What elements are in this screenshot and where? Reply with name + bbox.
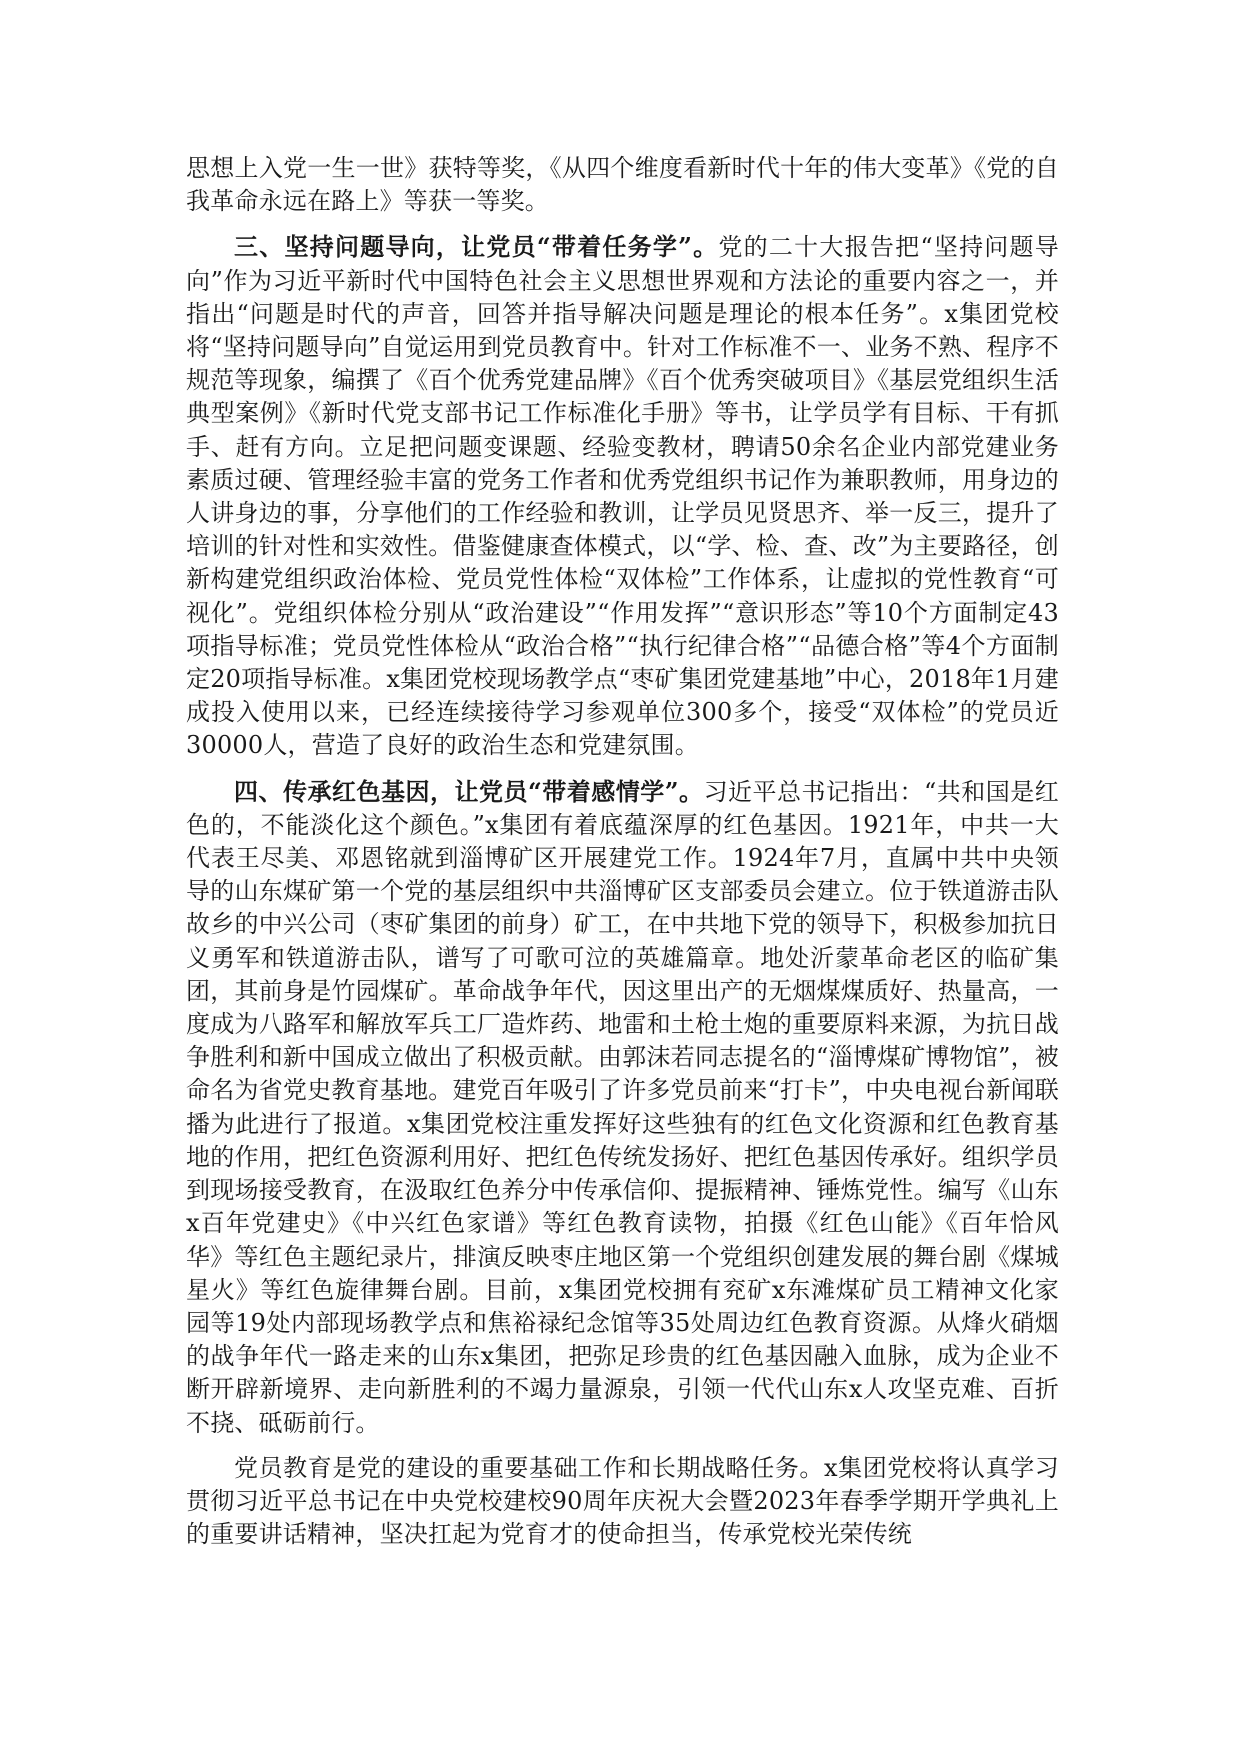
section-three-heading: 三、坚持问题导向，让党员“带着任务学”。 [234,232,719,262]
section-three-text: 党的二十大报告把“坚持问题导向”作为习近平新时代中国特色社会主义思想世界观和方法论的重要内容之一，并指出“问题是时代的声音，回答并指导解决问题是理论的根本任务”。x集团党校将“坚持问题导向”自觉运用到党员教育中。针对工作标准不一、业务不熟、程序不规范等现象，编撰了《百个优秀党建品牌》《百个优秀突破项目》《基层党组织生活典型案例》《新时代党支部书记工作标准化手册》等书，让学员学有目标、干有抓手、赶有方向。立足把问题变课题、经验变教材，聘请50余名企业内部党建业务素质过硬、管理经验丰富的党务工作者和优秀党组织书记作为兼职教师，用身边的人讲身边的事，分享他们的工作经验和教训，让学员见贤思齐、举一反三，提升了培训的针对性和实效性。借鉴健康查体模式，以“学、检、查、改”为主要路径，创新构建党组织政治体检、党员党性体检“双体检”工作体系，让虚拟的党性教育“可视化”。党组织体检分别从“政治建设”“作用发挥”“意识形态”等10个方面制定43项指导标准；党员党性体检从“政治合格”“执行纪律合格”“品德合格”等4个方面制定20项指导标准。x集团党校现场教学点“枣矿集团党建基地”中心，2018年1月建成投入使用以来，已经连续接待学习参观单位300多个，接受“双体检”的党员近30000人，营造了良好的政治生态和党建氛围。 [186,233,1059,760]
paragraph-continuation [186,152,1059,218]
section-three-paragraph [186,230,1059,762]
document-body [186,152,1059,1563]
paragraph-text: 思想上入党一生一世》获特等奖，《从四个维度看新时代十年的伟大变革》《党的自我革命永远在路上》等获一等奖。 [186,154,1059,216]
section-four-text: 习近平总书记指出：“共和国是红色的，不能淡化这个颜色。”x集团有着底蕴深厚的红色基因。1921年，中共一大代表王尽美、邓恩铭就到淄博矿区开展建党工作。1924年7月，直属中共中央领导的山东煤矿第一个党的基层组织中共淄博矿区支部委员会建立。位于铁道游击队故乡的中兴公司（枣矿集团的前身）矿工，在中共地下党的领导下，积极参加抗日义勇军和铁道游击队，谱写了可歌可泣的英雄篇章。地处沂蒙革命老区的临矿集团，其前身是竹园煤矿。革命战争年代，因这里出产的无烟煤煤质好、热量高，一度成为八路军和解放军兵工厂造炸药、地雷和土枪土炮的重要原料来源，为抗日战争胜利和新中国成立做出了积极贡献。由郭沫若同志提名的“淄博煤矿博物馆”，被命名为省党史教育基地。建党百年吸引了许多党员前来“打卡”，中央电视台新闻联播为此进行了报道。x集团党校注重发挥好这些独有的红色文化资源和红色教育基地的作用，把红色资源利用好、把红色传统发扬好、把红色基因传承好。组织学员到现场接受教育，在汲取红色养分中传承信仰、提振精神、锤炼党性。编写《山东x百年党建史》《中兴红色家谱》等红色教育读物，拍摄《红色山能》《百年恰风华》等红色主题纪录片，排演反映枣庄地区第一个党组织创建发展的舞台剧《煤城星火》等红色旋律舞台剧。目前，x集团党校拥有兖矿x东滩煤矿员工精神文化家园等19处内部现场教学点和焦裕禄纪念馆等35处周边红色教育资源。从烽火硝烟的战争年代一路走来的山东x集团，把弥足珍贵的红色基因融入血脉，成为企业不断开辟新境界、走向新胜利的不竭力量源泉，引领一代代山东x人攻坚克难、百折不挠、砥砺前行。 [186,777,1059,1437]
closing-paragraph [186,1452,1059,1552]
section-four-heading: 四、传承红色基因，让党员“带着感情学”。 [234,776,704,806]
closing-text: 党员教育是党的建设的重要基础工作和长期战略任务。x集团党校将认真学习贯彻习近平总书记在中央党校建校90周年庆祝大会暨2023年春季学期开学典礼上的重要讲话精神，坚决扛起为党育才的使命担当，传承党校光荣传统 [186,1453,1059,1549]
section-four-paragraph [186,775,1059,1440]
